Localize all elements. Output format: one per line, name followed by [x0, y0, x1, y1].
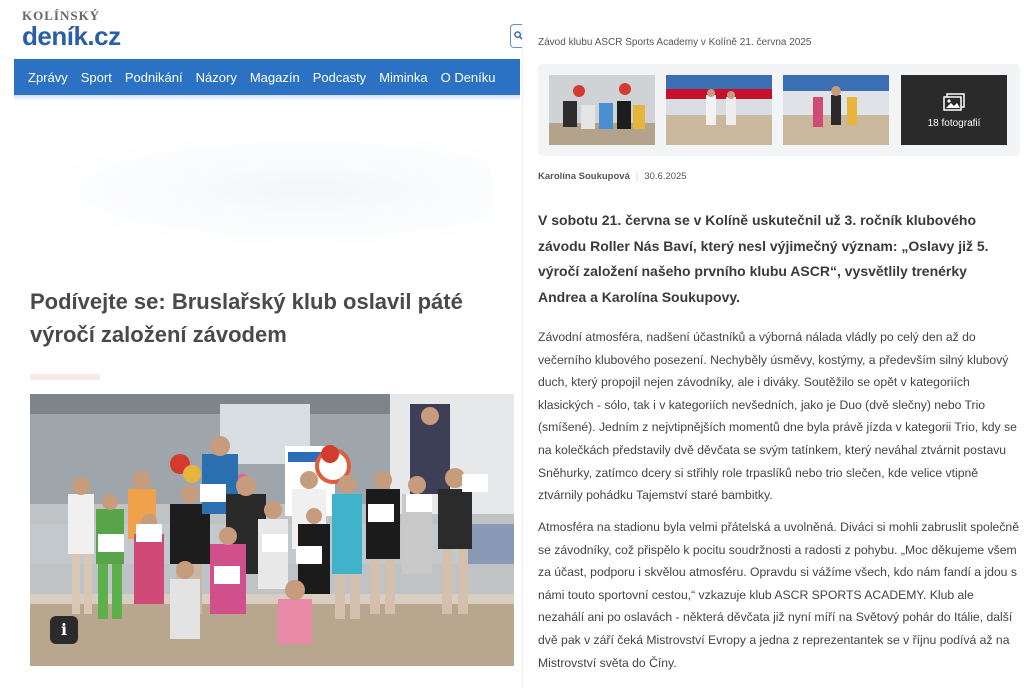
main-nav	[14, 59, 520, 95]
nav-item-sport[interactable]: Sport	[80, 69, 112, 85]
article-main-photo[interactable]	[30, 394, 514, 666]
thumb-image-1	[549, 75, 655, 145]
skaters-group-photo	[30, 394, 514, 666]
nav-item-podcasty[interactable]: Podcasty	[312, 69, 367, 85]
faded-ad-area	[30, 130, 490, 250]
thumb-image-3	[783, 75, 889, 145]
gallery-thumb-1[interactable]	[549, 75, 655, 145]
gallery-more-button[interactable]	[901, 75, 1007, 145]
gallery-title: Závod klubu ASCR Sports Academy v Kolíně 21. června 2025	[538, 37, 812, 48]
nav-item-magazin[interactable]: Magazín	[249, 69, 300, 85]
photo-gallery	[538, 64, 1020, 156]
column-divider	[522, 30, 523, 690]
article-paragraph-1: Závodní atmosféra, nadšení účastníků a výborná nálada vládly po celý den až do večerního klubového posezení. Nechyběly úsměvy, kostýmy, a především silný klubový duch, který propojil nejen závodníky, ale i diváky. Soutěžilo se opět v kategoriích klasických - sólo, tak i v kategoriích nevšedních, jako je Duo (dvě slečny) nebo Trio (smíšené). Jedním z nejvtipnějších momentů dne byla právě jízda v kategorii Trio, kdy se na kolečkách představily dvě děvčata se svým tatínkem, který neváhal ztvárnit postavu Sněhurky, zatímco dcery si střihly role trpaslíků nebo trio slečen, kde velice vtipně ztvárnily pohádku Tajemství staré bambitky.	[538, 330, 1017, 503]
article-lead: V sobotu 21. června se v Kolíně uskutečnil už 3. ročník klubového závodu Roller Nás Baví, který nesl výjimečný význam: „Oslavy již 5. výročí založení našeho prvního klubu ASCR“, vysvětlily trenérky Andrea a Karolína Soukupovy.	[538, 212, 989, 305]
thumb-image-2	[666, 75, 772, 145]
publish-date: 30.6.2025	[644, 171, 687, 182]
site-logo[interactable]	[22, 8, 121, 51]
info-icon[interactable]	[50, 616, 78, 644]
nav-item-miminka[interactable]: Miminka	[379, 69, 428, 85]
gallery-thumb-3[interactable]	[783, 75, 889, 145]
logo-region: KOLÍNSKÝ	[22, 8, 101, 23]
meta-separator: |	[635, 171, 639, 182]
nav-item-podnikani[interactable]: Podnikání	[124, 69, 183, 85]
article-headline: Podívejte se: Bruslařský klub oslavil páté výročí založení závodem	[30, 289, 463, 347]
author-name[interactable]: Karolína Soukupová	[538, 171, 630, 182]
logo-wordmark: deník.cz	[22, 21, 121, 51]
nav-item-nazory[interactable]: Názory	[195, 69, 237, 85]
gallery-count: 18 fotografií	[927, 118, 981, 129]
gallery-icon	[901, 93, 1007, 116]
article-paragraph-2: Atmosféra na stadionu byla velmi přátelská a uvolněná. Diváci si mohli zabruslit společně se závodníky, což přispělo k pocitu soudržnosti a radosti z pohybu. „Moc děkujeme všem za účast, podporu i skvělou atmosféru. Opravdu si vážíme všech, kdo nám fandí a jdou s námi touto sportovní cestou,“ vzkazuje klub ASCR SPORTS ACADEMY. Klub ale nezahálí ani po oslavách - některá děvčata již nyní míří na Světový pohár do Itálie, další dvě pak v září čeká Mistrovství Evropy a jedna z reprezentantek se v říjnu podívá až na Mistrovství světa do Číny.	[538, 520, 1019, 670]
nav-shadow	[14, 95, 520, 101]
headline-accent	[30, 374, 100, 380]
right-panel	[522, 0, 1024, 692]
gallery-thumb-2[interactable]	[666, 75, 772, 145]
info-glyph: i	[60, 620, 68, 639]
nav-item-zpravy[interactable]: Zprávy	[28, 69, 68, 85]
article-meta	[538, 171, 687, 182]
nav-item-o-deniku[interactable]: O Deníku	[440, 69, 496, 85]
